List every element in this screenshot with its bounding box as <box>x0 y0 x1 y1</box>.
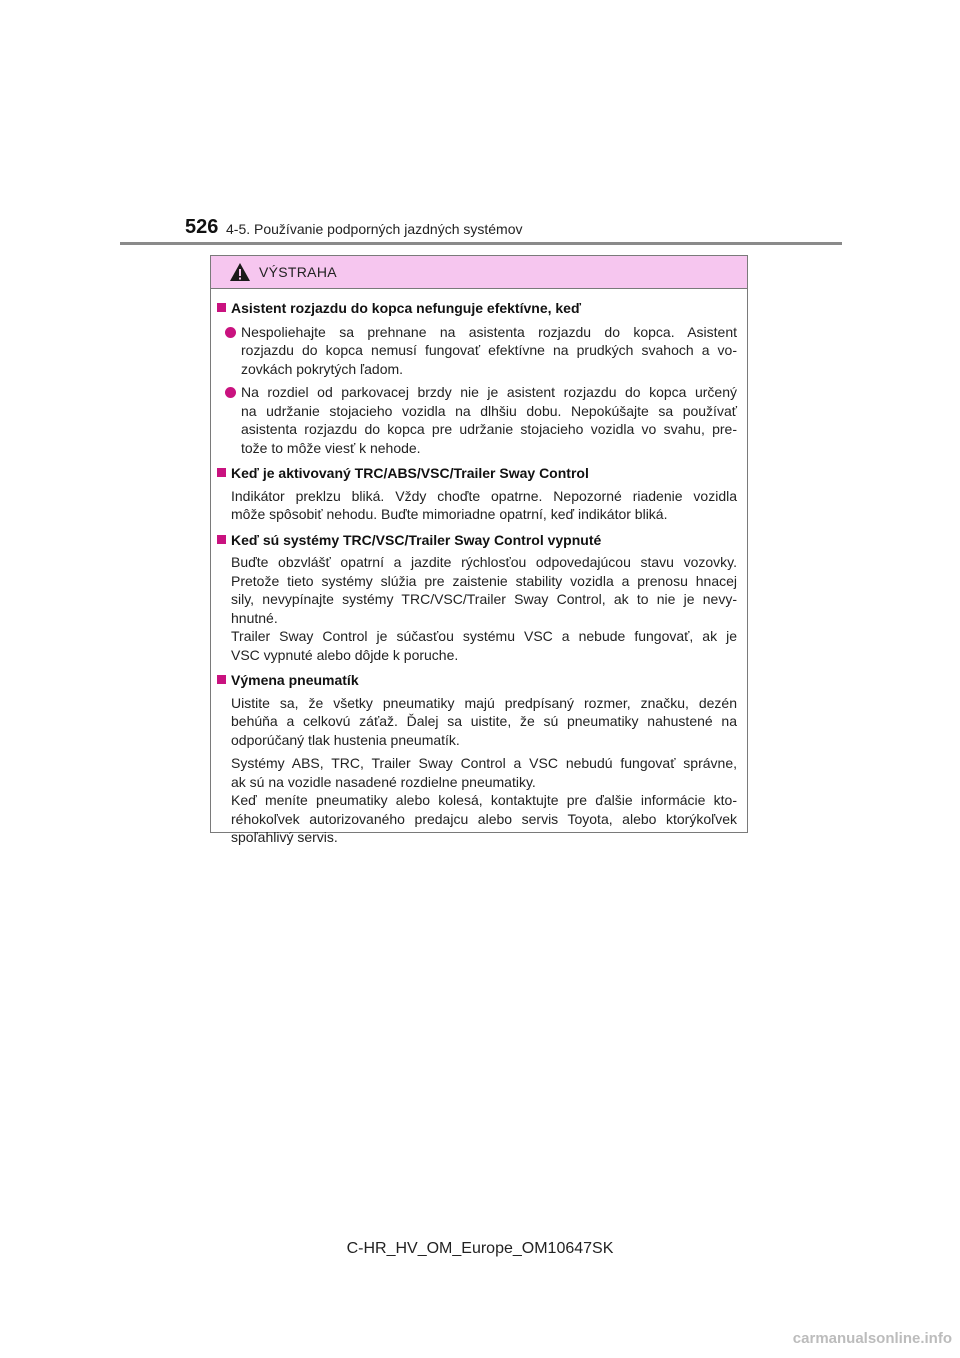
text-line: VSC vypnuté alebo dôjde k poruche. <box>231 646 459 663</box>
text-line: na udržanie stojacieho vozidla na dlhšiu dobu. Nepokúšajte sa používať <box>241 402 737 419</box>
text-line: môže spôsobiť nehodu. Buďte mimoriadne opatrní, keď indikátor bliká. <box>231 506 668 522</box>
text-line: Systémy ABS, TRC, Trailer Sway Control a VSC nebudú fungovať správne, <box>231 755 737 771</box>
text-line: ak sú na vozidle nasadené rozdielne pneumatiky. <box>231 773 536 790</box>
paragraph <box>217 553 737 664</box>
warning-section <box>217 464 737 524</box>
warning-section <box>217 531 737 665</box>
page-number: 526 <box>185 216 219 238</box>
text-line: tože to môže viesť k nehode. <box>241 439 421 456</box>
text-line: Indikátor preklzu bliká. Vždy choďte opatrne. Nepozorné riadenie vozidla <box>231 487 737 504</box>
section-title: Výmena pneumatík <box>231 672 359 688</box>
text-line: Pretože tieto systémy slúžia pre zaistenie stability vozidla a prenosu hnacej <box>231 572 737 589</box>
round-bullet-icon <box>225 327 236 338</box>
chapter-title: 4-5. Používanie podporných jazdných systémov <box>226 221 523 237</box>
list-item <box>217 383 737 457</box>
text-line: Uistite sa, že všetky pneumatiky majú predpísaný rozmer, značku, dezén <box>231 694 737 711</box>
text-line: behúňa a celkovú záťaž. Ďalej sa uistite, že sú pneumatiky nahustené na <box>231 713 737 729</box>
text-line: odporúčaný tlak hustenia pneumatík. <box>231 731 460 748</box>
square-bullet-icon <box>217 675 226 684</box>
square-bullet-icon <box>217 303 226 312</box>
section-title: Keď sú systémy TRC/VSC/Trailer Sway Control vypnuté <box>231 531 602 548</box>
warning-label: VÝSTRAHA <box>259 264 337 280</box>
text-line: zovkách pokrytých ľadom. <box>241 360 404 377</box>
text-line: Na rozdiel od parkovacej brzdy nie je asistent rozjazdu do kopca určený <box>241 384 737 400</box>
square-bullet-icon <box>217 535 226 544</box>
paragraph <box>217 487 737 524</box>
round-bullet-icon <box>225 387 236 398</box>
watermark-link[interactable]: carmanualsonline.info <box>792 1330 952 1347</box>
section-title: Asistent rozjazdu do kopca nefunguje efektívne, keď <box>231 300 582 316</box>
warning-section <box>217 299 737 457</box>
warning-header <box>211 256 747 289</box>
warning-triangle-icon <box>229 262 251 282</box>
document-code: C-HR_HV_OM_Europe_OM10647SK <box>346 1240 614 1257</box>
list-item <box>217 323 737 379</box>
text-line: Buďte obzvlášť opatrní a jazdite rýchlosťou odpovedajúcou stavu vozovky. <box>231 554 737 570</box>
text-line: réhokoľvek autorizovaného predajcu alebo servis Toyota, alebo ktorýkoľvek <box>231 810 737 827</box>
text-line: Trailer Sway Control je súčasťou systému VSC a nebude fungovať, ak je <box>231 628 737 644</box>
text-line: Keď meníte pneumatiky alebo kolesá, kontaktujte pre ďalšie informácie kto- <box>231 792 737 808</box>
warning-body <box>211 289 747 847</box>
text-line: Nespoliehajte sa prehnane na asistenta rozjazdu do kopca. Asistent <box>241 323 737 340</box>
warning-box <box>210 255 748 845</box>
text-line: spoľahlivý servis. <box>231 829 338 845</box>
square-bullet-icon <box>217 468 226 477</box>
text-line: hnutné. <box>231 609 278 626</box>
text-line: sily, nevypínajte systémy TRC/VSC/Trailer Sway Control, ak to nie je nevy- <box>231 591 737 607</box>
paragraph <box>217 694 737 750</box>
warning-section <box>217 671 737 847</box>
text-line: asistenta rozjazdu do kopca pre udržanie stojacieho vozidla vo svahu, pre- <box>241 421 737 437</box>
section-title: Keď je aktivovaný TRC/ABS/VSC/Trailer Sway Control <box>231 465 589 481</box>
paragraph <box>217 754 737 847</box>
header-rule <box>120 242 842 245</box>
text-line: rozjazdu do kopca nemusí fungovať efektívne na prudkých svahoch a vo- <box>241 342 737 358</box>
